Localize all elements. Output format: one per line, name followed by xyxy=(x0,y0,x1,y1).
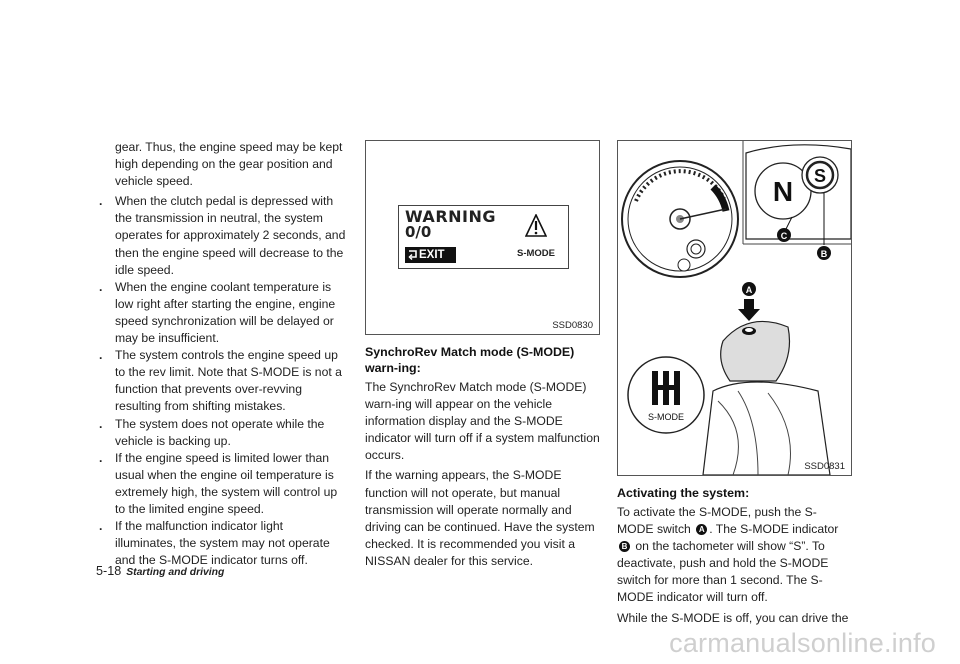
warning-text: WARNING xyxy=(405,207,496,226)
page-number: 5-18 xyxy=(96,564,122,578)
callout-b-label: B xyxy=(820,249,828,259)
bullet-text: If the malfunction indicator light illuminates, the system may not operate and the S-MODE indicator turns off. xyxy=(115,519,330,568)
bullet-mark: . xyxy=(99,416,103,431)
section-title: Starting and driving xyxy=(126,567,225,578)
text-segment: on the tachometer will show “S”. To deactivate, push and hold the S-MODE switch for more than 1 second. The S-MODE indicator will turn off. xyxy=(617,539,829,605)
bullet-item xyxy=(99,416,347,450)
figure-warning-display xyxy=(365,140,600,335)
callout-b-badge: B xyxy=(619,541,630,552)
bullet-item xyxy=(99,450,347,518)
smode-illustration xyxy=(618,141,851,475)
warning-triangle-icon xyxy=(525,214,547,238)
indicator-panel-icon xyxy=(746,145,851,239)
bullet-item xyxy=(99,518,347,569)
figure-code: SSD0831 xyxy=(804,461,845,472)
figure-smode-switch xyxy=(617,140,852,476)
callout-a-badge: A xyxy=(696,524,707,535)
bullet-text: When the clutch pedal is depressed with the transmission in neutral, the system operates for approximately 2 seconds, and then the engine speed will decrease to the idle speed. xyxy=(115,194,346,277)
bullet-text: The system controls the engine speed up to the rev limit. Note that S-MODE is not a function that prevents over-revving resulting from shifting mistakes. xyxy=(115,348,342,414)
middle-column xyxy=(365,344,601,573)
section-heading-activating: Activating the system: xyxy=(617,486,750,500)
left-column xyxy=(99,139,347,569)
bullet-item xyxy=(99,193,347,278)
return-arrow-icon xyxy=(408,250,418,260)
text-segment: To activate the S-MODE, push the S-MODE switch xyxy=(617,505,817,537)
smode-switch-label: S-MODE xyxy=(648,412,684,422)
paragraph-warning-2: If the warning appears, the S-MODE function will not operate, but manual transmission will operate normally and driving can be continued. Have the system checked. It is recommended you visit a NISSAN dealer for this service. xyxy=(365,468,595,568)
warning-count: 0/0 xyxy=(405,223,432,241)
watermark: carmanualsonline.info xyxy=(669,628,936,658)
exit-badge xyxy=(405,247,456,263)
page-footer xyxy=(96,564,224,578)
callout-a-label: A xyxy=(745,285,753,295)
section-heading-warning: SynchroRev Match mode (S-MODE) warn-ing: xyxy=(365,345,575,375)
bullet-mark: . xyxy=(99,450,103,465)
bullet-text: When the engine coolant temperature is low right after starting the engine, engine speed synchronization will be delayed or may be insufficient. xyxy=(115,279,336,346)
bullet-mark: . xyxy=(99,519,103,534)
down-arrow-icon xyxy=(738,299,760,321)
callout-c-label: C xyxy=(780,231,788,241)
intro-paragraph: gear. Thus, the engine speed may be kept high depending on the gear position and vehicle speed. xyxy=(115,140,343,189)
smode-label: S-MODE xyxy=(517,248,555,259)
exit-label: EXIT xyxy=(419,249,445,261)
shift-lever-icon xyxy=(703,321,830,475)
tachometer-icon xyxy=(622,161,738,277)
figure-code: SSD0830 xyxy=(552,320,593,331)
bullet-mark: . xyxy=(99,279,103,294)
right-column xyxy=(617,485,853,630)
paragraph-activating-2: While the S-MODE is off, you can drive the xyxy=(617,610,849,625)
paragraph-warning-1: The SynchroRev Match mode (S-MODE) warn-ing will appear on the vehicle information display and the S-MODE indicator will turn off if a system malfunction occurs. xyxy=(365,380,600,463)
vehicle-info-display xyxy=(398,205,569,269)
bullet-mark: . xyxy=(99,194,103,209)
bullet-item xyxy=(99,347,347,415)
bullet-mark: . xyxy=(99,348,103,363)
bullet-text: The system does not operate while the vehicle is backing up. xyxy=(115,416,325,448)
gear-n-label: N xyxy=(772,176,794,207)
paragraph-activating-1 xyxy=(617,504,853,607)
bullet-item xyxy=(99,279,347,347)
text-segment: . The S-MODE indicator xyxy=(709,522,839,537)
bullet-text: If the engine speed is limited lower than usual when the engine oil temperature is extremely high, the system will control up to the limited engine speed. xyxy=(115,450,338,516)
gear-s-label: S xyxy=(813,166,827,186)
bullet-list xyxy=(99,193,347,569)
